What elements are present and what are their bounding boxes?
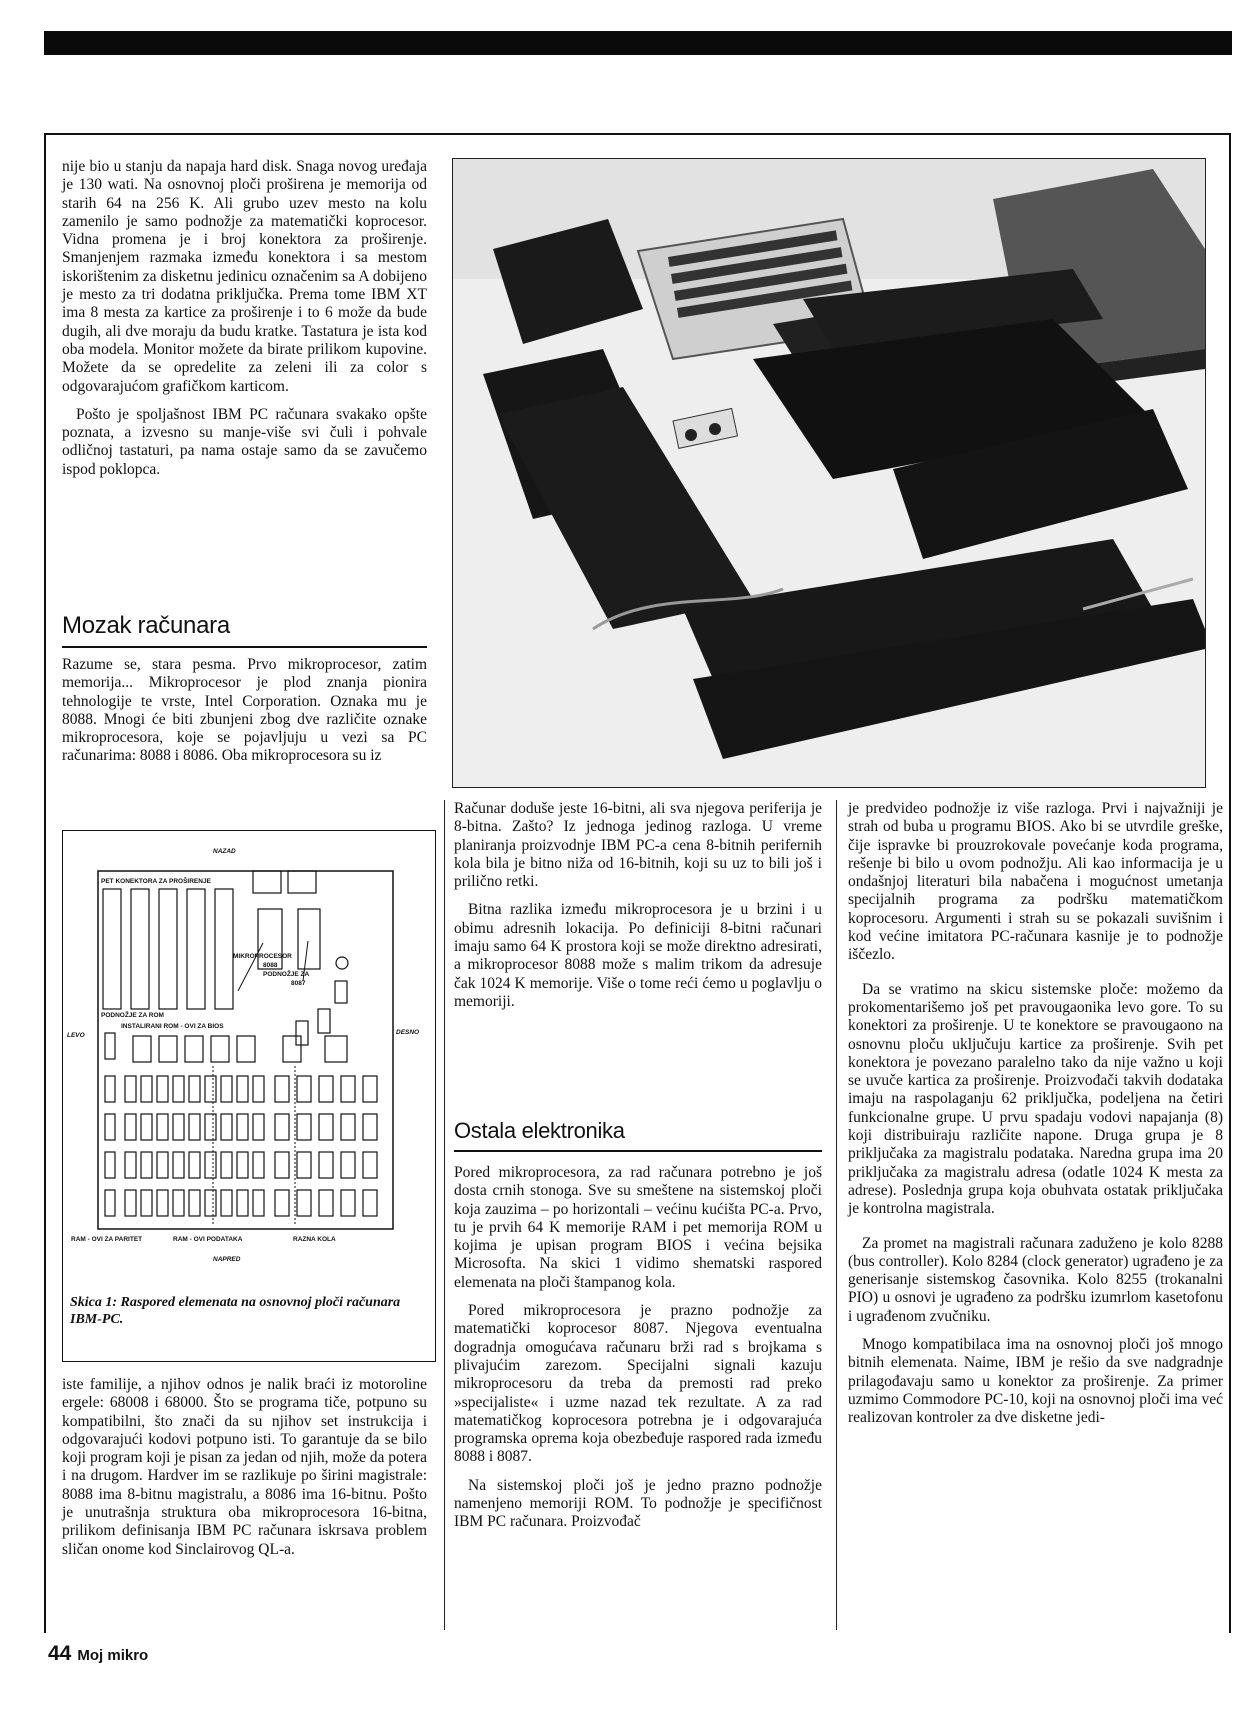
ram-chip (189, 1114, 200, 1140)
figure-caption: Skica 1: Raspored elemenata na osnovnoj ploči računara IBM-PC. (70, 1295, 401, 1327)
column-3 (848, 800, 1223, 1438)
diagram-label-cpu-number: 8088 (263, 962, 278, 969)
ram-chip (221, 1152, 232, 1178)
page-footer (48, 1642, 148, 1666)
misc-chip (363, 1114, 377, 1140)
misc-chip (275, 1152, 289, 1178)
section-heading-block (62, 612, 427, 648)
column-divider (444, 800, 445, 1630)
ram-chip (205, 1076, 216, 1102)
misc-chip (319, 1114, 333, 1140)
motherboard-schematic (63, 831, 435, 1291)
misc-chip (297, 1114, 311, 1140)
diagram-label-copro-number: 8087 (291, 980, 306, 987)
frame-left-rule (44, 133, 46, 1633)
ram-chip (253, 1076, 264, 1102)
ram-chip (221, 1190, 232, 1216)
diagram-label-left: LEVO (67, 1032, 85, 1039)
diagram-label-copro: PODNOŽJE ZA (263, 971, 310, 978)
misc-chip (319, 1152, 333, 1178)
misc-chip (341, 1190, 355, 1216)
ram-chip (253, 1152, 264, 1178)
misc-chip (341, 1076, 355, 1102)
motherboard-diagram (62, 830, 436, 1362)
ram-chip (157, 1190, 168, 1216)
parity-ram-chip (105, 1076, 115, 1102)
misc-chip (319, 1190, 333, 1216)
ram-chip (125, 1114, 136, 1140)
ram-chip (205, 1190, 216, 1216)
paragraph: Računar doduše jeste 16-bitni, ali sva njegova periferija je 8-bitna. Zašto? Iz jednoga jedinog razloga. U vreme planiranja proizvodnje IBM PC-a cena 8-bitnih perifernih kola bila je bitno niža od 16-bitnih, koji su uz to bili još i prilično retki. (454, 800, 822, 891)
page-number: 44 (48, 1642, 72, 1665)
ram-chip (237, 1152, 248, 1178)
misc-chip (297, 1076, 311, 1102)
ram-chip (189, 1152, 200, 1178)
ram-chip (173, 1152, 184, 1178)
section-heading-block (454, 1118, 822, 1152)
ram-chip (253, 1190, 264, 1216)
ram-chip (189, 1190, 200, 1216)
diagram-label-connectors: PET KONEKTORA ZA PROŠIRENJE (101, 878, 211, 885)
paragraph: Za promet na magistrali računara zaduženo je kolo 8288 (bus controller). Kolo 8284 (clock generator) ugrađeno je za generisanje sistemskog časovnika. Kolo 8255 (trokanalni PIO) u osnovi je ugrađeno za podršku izumrlom kasetofonu i ugrađenom zvučniku. (848, 1234, 1223, 1325)
ram-chip (253, 1114, 264, 1140)
ram-chip (125, 1076, 136, 1102)
column-1-top (62, 158, 427, 489)
misc-chip (363, 1076, 377, 1102)
ram-chip (125, 1152, 136, 1178)
misc-chip (341, 1152, 355, 1178)
ram-chip (221, 1076, 232, 1102)
diagram-label-data-ram: RAM - OVI PODATAKA (173, 1236, 243, 1243)
misc-chip (275, 1114, 289, 1140)
paragraph: Razume se, stara pesma. Prvo mikroprocesor, zatim memorija... Mikroprocesor je plod znanja pionira tehnologije te vrste, Intel Corporation. Oznaka mu je 8088. Mnogi će biti zbunjeni zbog dve različite oznake mikroprocesora, koje se pojavljuju u vezi sa PC računarima: 8088 i 8086. Oba mikroprocesora su iz (62, 656, 427, 765)
ram-chip (237, 1190, 248, 1216)
paragraph: Da se vratimo na skicu sistemske ploče: možemo da prokomentarišemo još pet pravougaonika levo gore. To su konektori za proširenje. U te konektore se pravougaono na osnovnu ploču uključuju kartice za proširenje. Svih pet konektora je povezano paralelno tako da nije važno u koji se uvuče kartica za proširenje. Proizvođači takvih dodataka imaju na raspolaganju 62 priključka, podeljena na četiri funkcionalne grupe. U prvu spadaju vodovi napajanja (8) koji distribuiraju različite napone. Druga grupa je 8 priključaka za magistralu podataka. Naredna grupa ima 20 priključaka za magistralu adresa (odatle 1024 K mesta za adrese). Poslednja grupa koja obuhvata ostatak priključaka je kontrolna magistrala. (848, 980, 1223, 1218)
paragraph: Na sistemskoj ploči još je jedno prazno podnožje namenjeno memoriji ROM. To podnožje je specifičnost IBM PC računara. Proizvođač (454, 1476, 822, 1531)
diagram-label-parity-ram: RAM - OVI ZA PARITET (71, 1236, 143, 1243)
diagram-label-cpu: MIKROPROCESOR (233, 953, 292, 960)
parity-ram-chip (105, 1114, 115, 1140)
paragraph: iste familije, a njihov odnos je nalik braći iz motoroline ergele: 68008 i 68000. Što se programa tiče, potpuno su kompatibilni, što znači da su njihov set instrukcija i odgovarajući kodovi potpuno isti. To garantuje da se bilo koji program koji je pisan za jedan od njih, može da potera i na drugom. Hardver im se razlikuje po širini magistrale: 8088 ima 8-bitnu magistralu, a 8086 ima 16-bitnu. Pošto je unutrašnja struktura oba mikroprocesora 16-bitna, prilikom definisanja IBM PC računara iskrsava problem sličan onome kod Sinclairovog QL-a. (62, 1376, 427, 1558)
ram-chip (221, 1114, 232, 1140)
ram-chip (141, 1114, 152, 1140)
misc-chip (341, 1114, 355, 1140)
hardware-photo (452, 158, 1206, 788)
ram-chip (141, 1076, 152, 1102)
diagram-label-rom: INSTALIRANI ROM - OVI ZA BIOS (121, 1023, 224, 1030)
column-1-bottom (62, 1376, 427, 1569)
ram-chip (173, 1114, 184, 1140)
ram-chip (237, 1076, 248, 1102)
column-divider (836, 800, 837, 1630)
ram-chip (141, 1190, 152, 1216)
paragraph: Pored mikroprocesora je prazno podnožje za matematički koprocesor 8087. Njegova eventualna dogradnja omogućava računaru brži rad s brojkama s plivajućim zarezom. Specijalni signali kazuju mikroprocesoru da treba da premosti rad preko »specijaliste« i uzme nazad tek rezultate. A za rad matematičkog koprocesora potrebna je i odgovarajuća programska oprema koja obezbeđuje raspored rada između 8088 i 8087. (454, 1302, 822, 1466)
ram-chip (173, 1076, 184, 1102)
top-black-bar (44, 31, 1232, 55)
parity-ram-chip (105, 1152, 115, 1178)
parity-ram-chip (105, 1190, 115, 1216)
misc-chip (275, 1076, 289, 1102)
frame-top-rule (44, 133, 1230, 135)
misc-chip (363, 1152, 377, 1178)
ram-chip (189, 1076, 200, 1102)
paragraph: Mnogo kompatibilaca ima na osnovnoj ploči još mnogo bitnih elemenata. Naime, IBM je rešio da sve nadgradnje prilagođavaju samo u konektor za proširenje. Za primer uzmimo Commodore PC-10, koji na osnovnoj ploči ima već realizovan kontroler za dve disketne jedi- (848, 1336, 1223, 1427)
ram-chip (157, 1114, 168, 1140)
diagram-label-right: DESNO (396, 1029, 420, 1036)
diagram-label-misc-chips: RAZNA KOLA (293, 1236, 336, 1243)
paragraph: Pored mikroprocesora, za rad računara potrebno je još dosta crnih stonoga. Sve su smeštene na sistemskoj ploči koja zauzima – po horizontali – većinu kućišta PC-a. Prvo, tu je prvih 64 K memorije RAM i pet memorija ROM u kojima je upisan program BIOS i većina bejsika Microsofta. Na skici 1 vidimo shematski raspored elemenata na ploči štampanog kola. (454, 1164, 822, 1291)
ram-chip (157, 1076, 168, 1102)
paragraph: je predvideo podnožje iz više razloga. Prvi i najvažniji je strah od buba u programu BIOS. Ako bi se utvrdile greške, čije ispravke bi prouzrokovale povećanje koda programa, rešenje bi bilo u ovom podnožju. Ali kao informacija je u ondašnjoj literaturi bila nabačena i mogućnost umetanja specijalnih programa za podršku matematičkom koprocesoru. Argumenti i strah su se pokazali suvišnim i kod većine imitatora PC-računara kasnije je to podnožje iščezlo. (848, 800, 1223, 964)
diagram-label-front: NAPRED (213, 1256, 241, 1263)
misc-chip (297, 1190, 311, 1216)
column-1-middle (62, 656, 427, 776)
hardware-photo-art (453, 159, 1205, 787)
misc-chip (363, 1190, 377, 1216)
ram-chip (141, 1152, 152, 1178)
ram-chip (157, 1152, 168, 1178)
paragraph: Pošto je spoljašnost IBM PC računara svakako opšte poznata, a izvesno su manje-više svi čuli i pohvale odličnoj tastaturi, pa nama ostaje samo da se zavučemo ispod poklopca. (62, 405, 427, 478)
misc-chip (319, 1076, 333, 1102)
ram-chip (125, 1190, 136, 1216)
ram-chip (205, 1152, 216, 1178)
ram-chip (173, 1190, 184, 1216)
magazine-name: Moj mikro (77, 1647, 149, 1664)
section-heading: Ostala elektronika (454, 1118, 822, 1152)
misc-chip (297, 1152, 311, 1178)
paragraph: Bitna razlika između mikroprocesora je u brzini i u obimu adresnih lokacija. Po definiciji 8-bitni računari imaju samo 64 K prostora koji se može direktno adresirati, a mikroprocesor 8088 može s malim trikom da adresuje čak 1024 K memorije. Više o tome reći ćemo u poglavlju o memoriji. (454, 901, 822, 1010)
section-heading: Mozak računara (62, 612, 427, 648)
column-2-top (454, 800, 822, 1021)
misc-chip (275, 1190, 289, 1216)
diagram-label-back: NAZAD (213, 848, 236, 855)
frame-right-rule (1229, 133, 1231, 1633)
ram-chip (205, 1114, 216, 1140)
diagram-label-rom-socket: PODNOŽJE ZA ROM (101, 1012, 164, 1019)
column-2-bottom (454, 1164, 822, 1542)
ram-chip (237, 1114, 248, 1140)
paragraph: nije bio u stanju da napaja hard disk. Snaga novog uređaja je 130 wati. Na osnovnoj ploči proširena je memorija od starih 64 na 256 K. Ali grubo uzev mesto na kolu zamenilo je samo podnožje za matematički koprocesor. Vidna promena je i broj konektora za proširenje. Smanjenjem razmaka između konektora i sa mestom iskorištenim za disketnu jedinicu označenim sa A dobijeno je mesto za tri dodatna priključka. Prema tome IBM XT ima 8 mesta za kartice za proširenje i to 6 može da bude dugih, ali dve moraju da budu kratke. Tastatura je ista kod oba modela. Monitor možete da birate prilikom kupovine. Možete da se opredelite za zeleni ili za color s odgovarajućom grafičkom karticom. (62, 158, 427, 395)
